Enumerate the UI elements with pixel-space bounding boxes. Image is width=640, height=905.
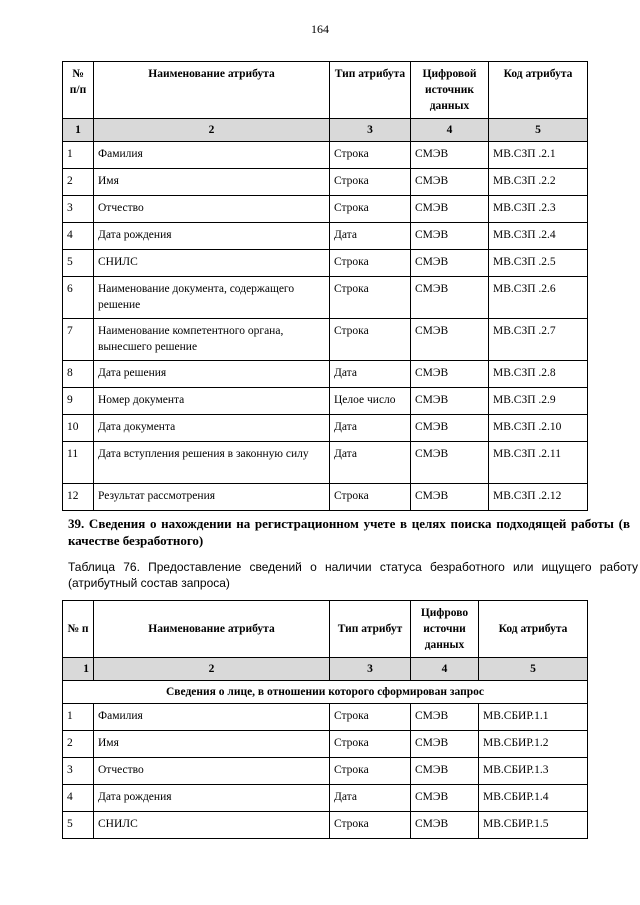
attribute-code: МВ.СЗП .2.8 [489,361,588,388]
attribute-code: МВ.СЗП .2.1 [489,142,588,169]
group-row [63,681,588,704]
data-source: СМЭВ [411,388,489,415]
attribute-code: МВ.СЗП .2.10 [489,415,588,442]
row-number: 7 [63,319,94,361]
column-number: 5 [489,119,588,142]
attribute-name: Результат рассмотрения [94,484,330,511]
data-source: СМЭВ [411,812,479,839]
attribute-name: Дата рождения [94,785,330,812]
row-number: 1 [63,142,94,169]
table-row [63,388,588,415]
attribute-name: СНИЛС [94,250,330,277]
table-row [63,785,588,812]
attribute-name: Имя [94,731,330,758]
table-row [63,484,588,511]
header-cell: Наименование атрибута [94,62,330,119]
attribute-code: МВ.СБИР.1.3 [479,758,588,785]
data-source: СМЭВ [411,731,479,758]
header-cell: Наименование атрибута [94,601,330,658]
column-number: 5 [479,658,588,681]
attribute-type: Дата [330,361,411,388]
row-number: 8 [63,361,94,388]
attribute-code: МВ.СБИР.1.4 [479,785,588,812]
attribute-name: Имя [94,169,330,196]
attribute-code: МВ.СБИР.1.5 [479,812,588,839]
table-row [63,704,588,731]
attribute-name: СНИЛС [94,812,330,839]
data-source: СМЭВ [411,361,489,388]
attribute-name: Дата документа [94,415,330,442]
column-number-row [63,119,588,142]
data-source: СМЭВ [411,169,489,196]
data-source: СМЭВ [411,758,479,785]
table-row [63,361,588,388]
attribute-name: Отчество [94,758,330,785]
column-number: 3 [330,119,411,142]
attribute-name: Дата рождения [94,223,330,250]
column-number: 2 [94,119,330,142]
table-header-row [63,62,588,119]
attribute-table-1 [62,61,588,511]
row-number: 5 [63,812,94,839]
attribute-code: МВ.СЗП .2.2 [489,169,588,196]
attribute-type: Целое число [330,388,411,415]
attribute-name: Номер документа [94,388,330,415]
section-heading: 39. Сведения о нахождении на регистрационном учете в целях поиска подходящей работы (в качестве безработного) [68,516,630,548]
table-row [63,319,588,361]
attribute-type: Строка [330,704,411,731]
attribute-type: Строка [330,319,411,361]
column-number: 1 [63,119,94,142]
attribute-type: Строка [330,196,411,223]
attribute-name: Фамилия [94,704,330,731]
attribute-code: МВ.СЗП .2.5 [489,250,588,277]
row-number: 2 [63,731,94,758]
table-row [63,812,588,839]
table-caption: Таблица 76. Предоставление сведений о наличии статуса безработного или ищущего работу (атрибутный состав запроса) [68,560,638,590]
row-number: 6 [63,277,94,319]
column-number: 4 [411,658,479,681]
header-cell: Код атрибута [489,62,588,119]
attribute-type: Строка [330,812,411,839]
data-source: СМЭВ [411,196,489,223]
attribute-name: Отчество [94,196,330,223]
attribute-type: Строка [330,169,411,196]
row-number: 12 [63,484,94,511]
table-row [63,223,588,250]
row-number: 3 [63,196,94,223]
data-source: СМЭВ [411,277,489,319]
attribute-type: Дата [330,415,411,442]
attribute-code: МВ.СЗП .2.6 [489,277,588,319]
row-number: 1 [63,704,94,731]
attribute-code: МВ.СБИР.1.2 [479,731,588,758]
header-cell: № п [63,601,94,658]
header-cell: Цифровой источник данных [411,62,489,119]
data-source: СМЭВ [411,484,489,511]
data-source: СМЭВ [411,704,479,731]
table-row [63,142,588,169]
row-number: 3 [63,758,94,785]
header-cell: Тип атрибута [330,62,411,119]
table-row [63,277,588,319]
row-number: 9 [63,388,94,415]
attribute-type: Строка [330,484,411,511]
attribute-type: Строка [330,758,411,785]
header-cell: Код атрибута [479,601,588,658]
row-number: 11 [63,442,94,484]
table-row [63,415,588,442]
attribute-name: Дата вступления решения в законную силу [94,442,330,484]
attribute-name: Дата решения [94,361,330,388]
data-source: СМЭВ [411,442,489,484]
column-number: 3 [330,658,411,681]
attribute-code: МВ.СЗП .2.7 [489,319,588,361]
row-number: 4 [63,223,94,250]
attribute-type: Строка [330,731,411,758]
row-number: 10 [63,415,94,442]
table-row [63,731,588,758]
attribute-code: МВ.СБИР.1.1 [479,704,588,731]
attribute-code: МВ.СЗП .2.3 [489,196,588,223]
attribute-name: Наименование компетентного органа, вынесшего решение [94,319,330,361]
row-number: 4 [63,785,94,812]
attribute-type: Строка [330,277,411,319]
data-source: СМЭВ [411,785,479,812]
attribute-type: Дата [330,223,411,250]
column-number-row [63,658,588,681]
group-label: Сведения о лице, в отношении которого сформирован запрос [63,681,588,704]
attribute-type: Строка [330,142,411,169]
column-number: 2 [94,658,330,681]
row-number: 2 [63,169,94,196]
attribute-type: Дата [330,442,411,484]
column-number: 1 [63,658,94,681]
attribute-code: МВ.СЗП .2.12 [489,484,588,511]
header-cell: Тип атрибут [330,601,411,658]
attribute-table-2 [62,600,588,839]
table-row [63,758,588,785]
column-number: 4 [411,119,489,142]
attribute-code: МВ.СЗП .2.11 [489,442,588,484]
table-row [63,169,588,196]
table-row [63,442,588,484]
attribute-type: Дата [330,785,411,812]
attribute-type: Строка [330,250,411,277]
attribute-code: МВ.СЗП .2.4 [489,223,588,250]
table-row [63,196,588,223]
attribute-name: Наименование документа, содержащего решение [94,277,330,319]
data-source: СМЭВ [411,250,489,277]
header-cell: № п/п [63,62,94,119]
data-source: СМЭВ [411,142,489,169]
table-row [63,250,588,277]
page-number: 164 [311,22,329,36]
data-source: СМЭВ [411,319,489,361]
data-source: СМЭВ [411,415,489,442]
attribute-name: Фамилия [94,142,330,169]
header-cell: Цифрово источни данных [411,601,479,658]
data-source: СМЭВ [411,223,489,250]
attribute-code: МВ.СЗП .2.9 [489,388,588,415]
table-header-row [63,601,588,658]
row-number: 5 [63,250,94,277]
